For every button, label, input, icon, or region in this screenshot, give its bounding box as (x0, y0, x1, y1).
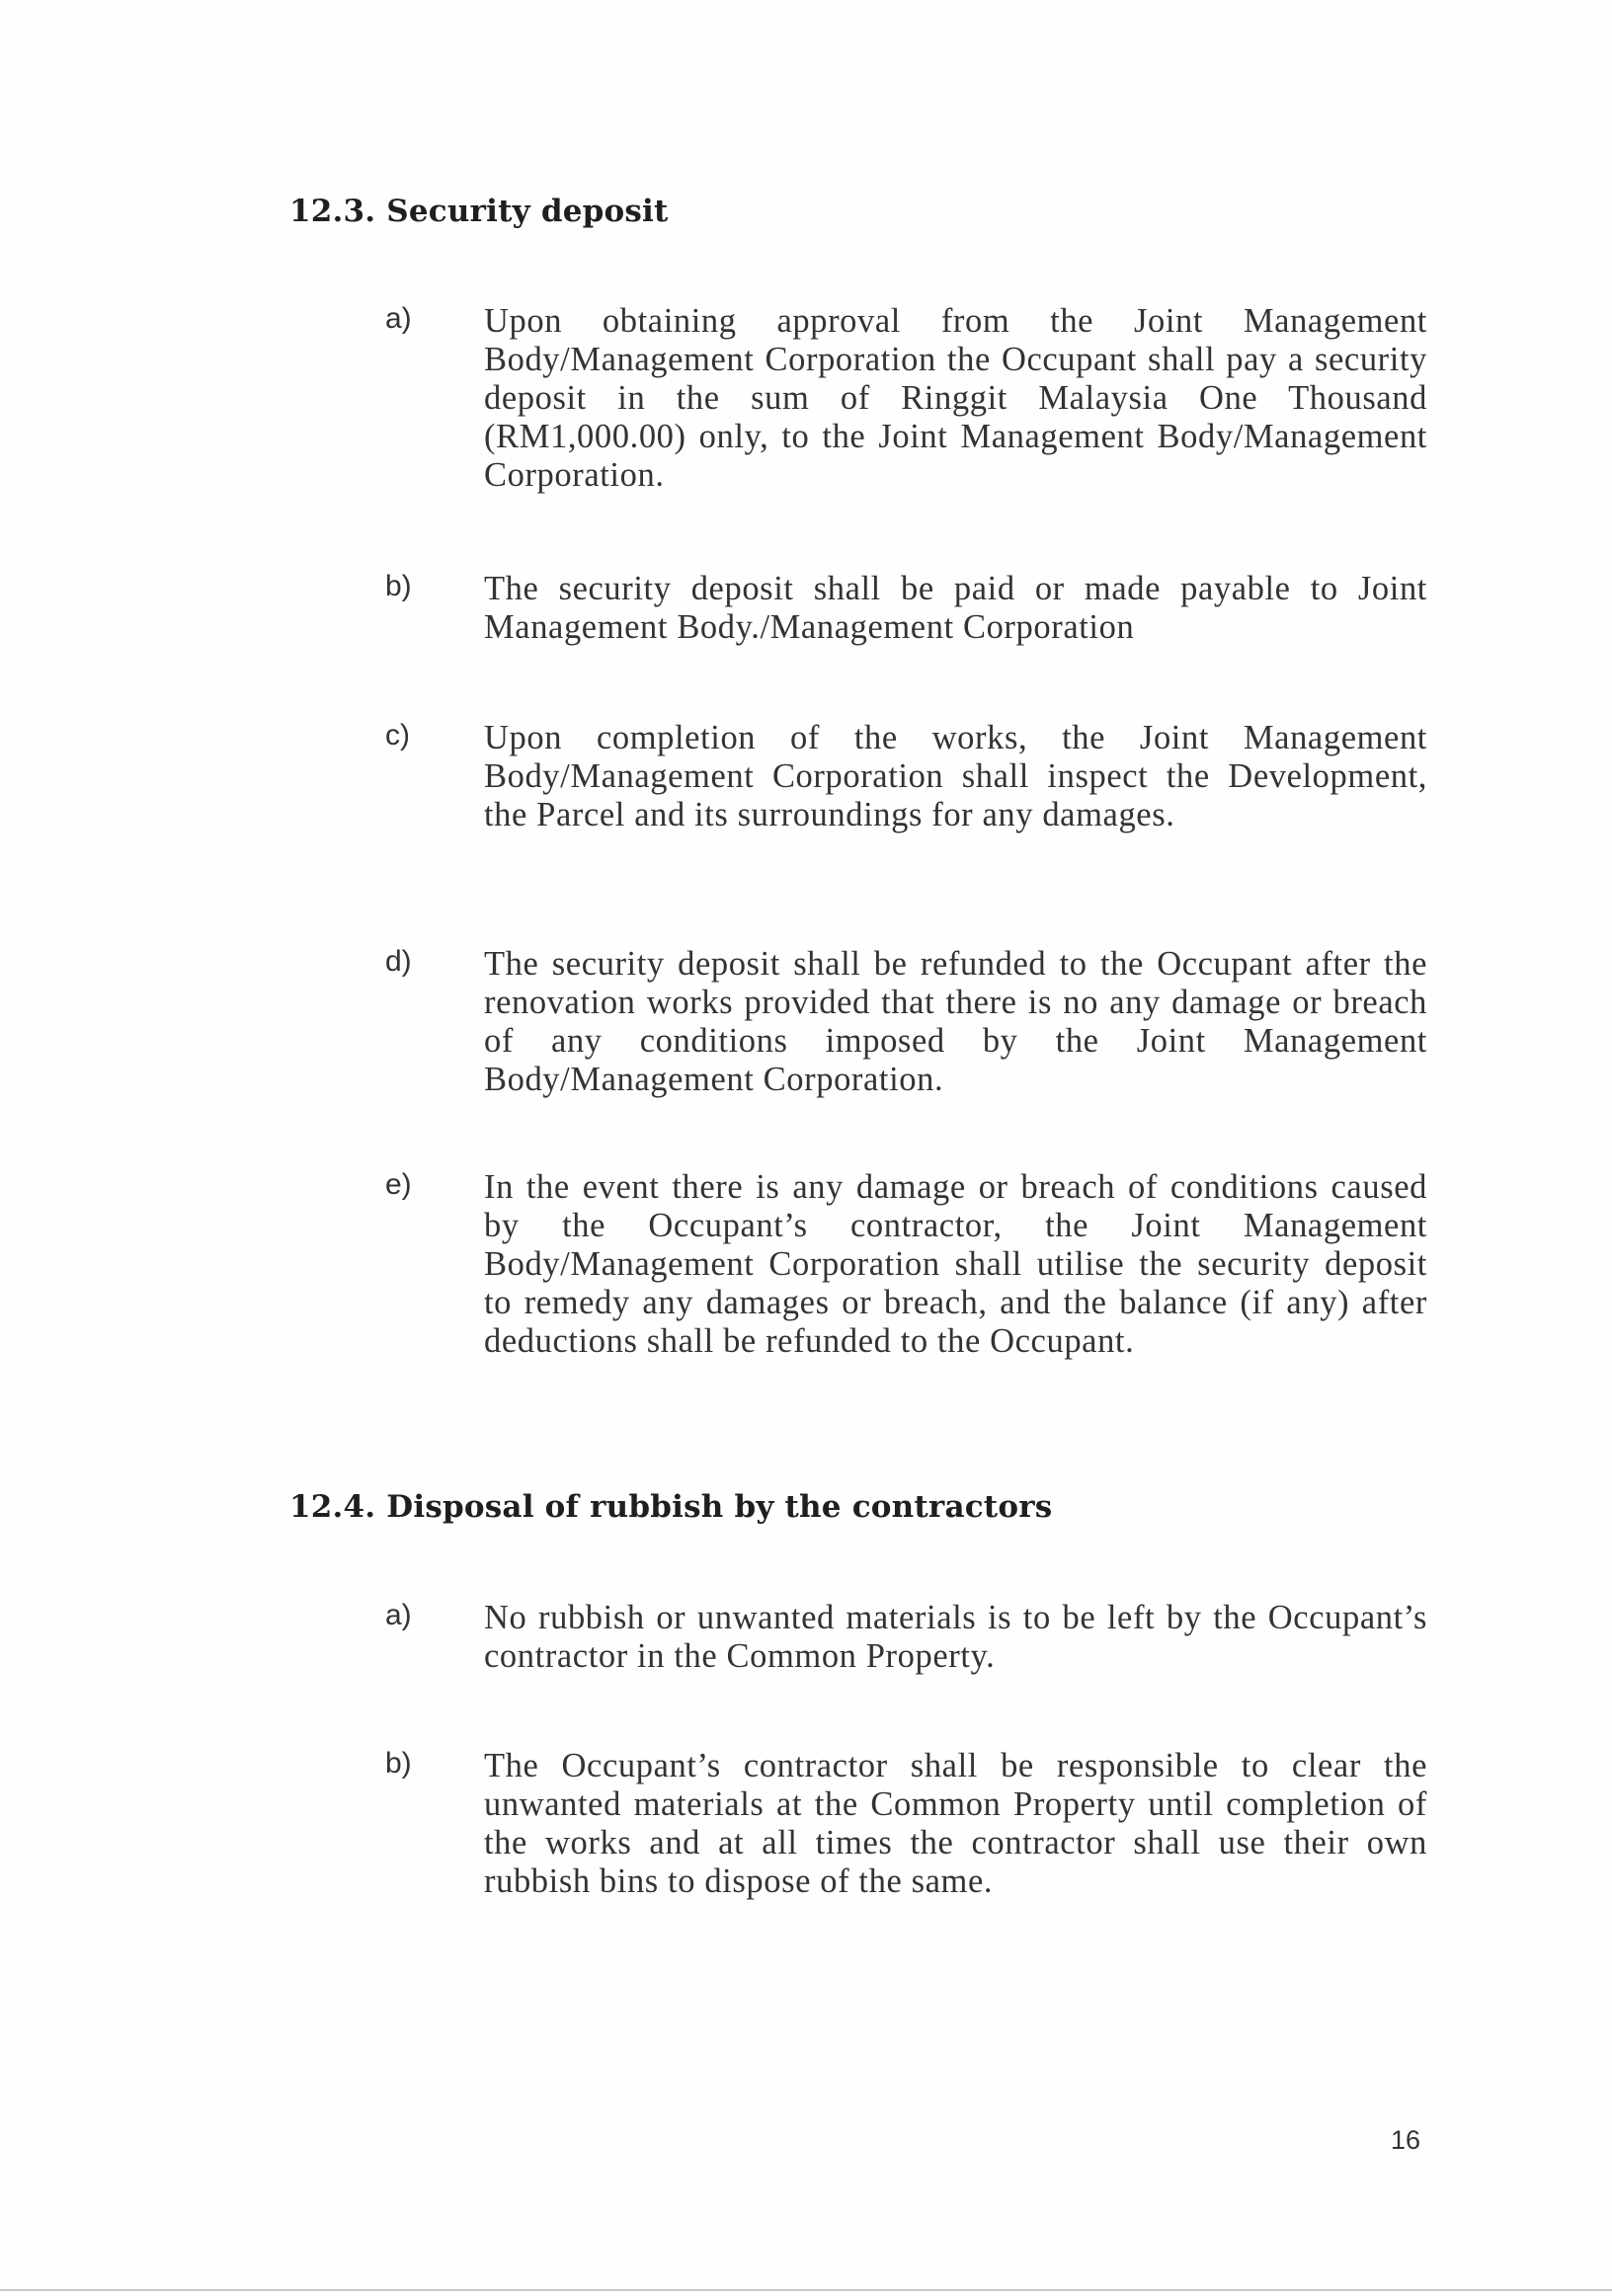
item-text: Upon completion of the works, the Joint Management Body/Management Corporation shall inspect the Development, the Parcel and its surroundings for any damages. (484, 719, 1427, 833)
item-label: a) (385, 1599, 412, 1631)
item-label: e) (385, 1168, 412, 1201)
section-heading-security-deposit: 12.3. Security deposit (289, 194, 669, 229)
scan-edge-divider (0, 2289, 1612, 2291)
item-label: b) (385, 570, 412, 602)
section-heading-disposal-of-rubbish: 12.4. Disposal of rubbish by the contractors (289, 1489, 1053, 1525)
item-text: The security deposit shall be refunded to the Occupant after the renovation works provided that there is no any damage or breach of any conditions imposed by the Joint Management Body/Management Corporation. (484, 945, 1427, 1098)
item-text: No rubbish or unwanted materials is to be left by the Occupant’s contractor in the Common Property. (484, 1599, 1427, 1675)
item-text: In the event there is any damage or breach of conditions caused by the Occupant’s contractor, the Joint Management Body/Management Corporation shall utilise the security deposit to remedy any damages or breach, and the balance (if any) after deductions shall be refunded to the Occupant. (484, 1168, 1427, 1360)
item-label: a) (385, 302, 412, 335)
item-text: The Occupant’s contractor shall be responsible to clear the unwanted materials at the Common Property until completion of the works and at all times the contractor shall use their own rubbish bins to dispose of the same. (484, 1747, 1427, 1900)
page-number: 16 (1391, 2125, 1421, 2155)
item-label: d) (385, 945, 412, 978)
item-text: The security deposit shall be paid or made payable to Joint Management Body./Management Corporation (484, 570, 1427, 646)
item-text: Upon obtaining approval from the Joint Management Body/Management Corporation the Occupant shall pay a security deposit in the sum of Ringgit Malaysia One Thousand (RM1,000.00) only, to the Joint Management Body/Management Corporation. (484, 302, 1427, 494)
item-label: b) (385, 1747, 412, 1780)
item-label: c) (385, 719, 410, 752)
